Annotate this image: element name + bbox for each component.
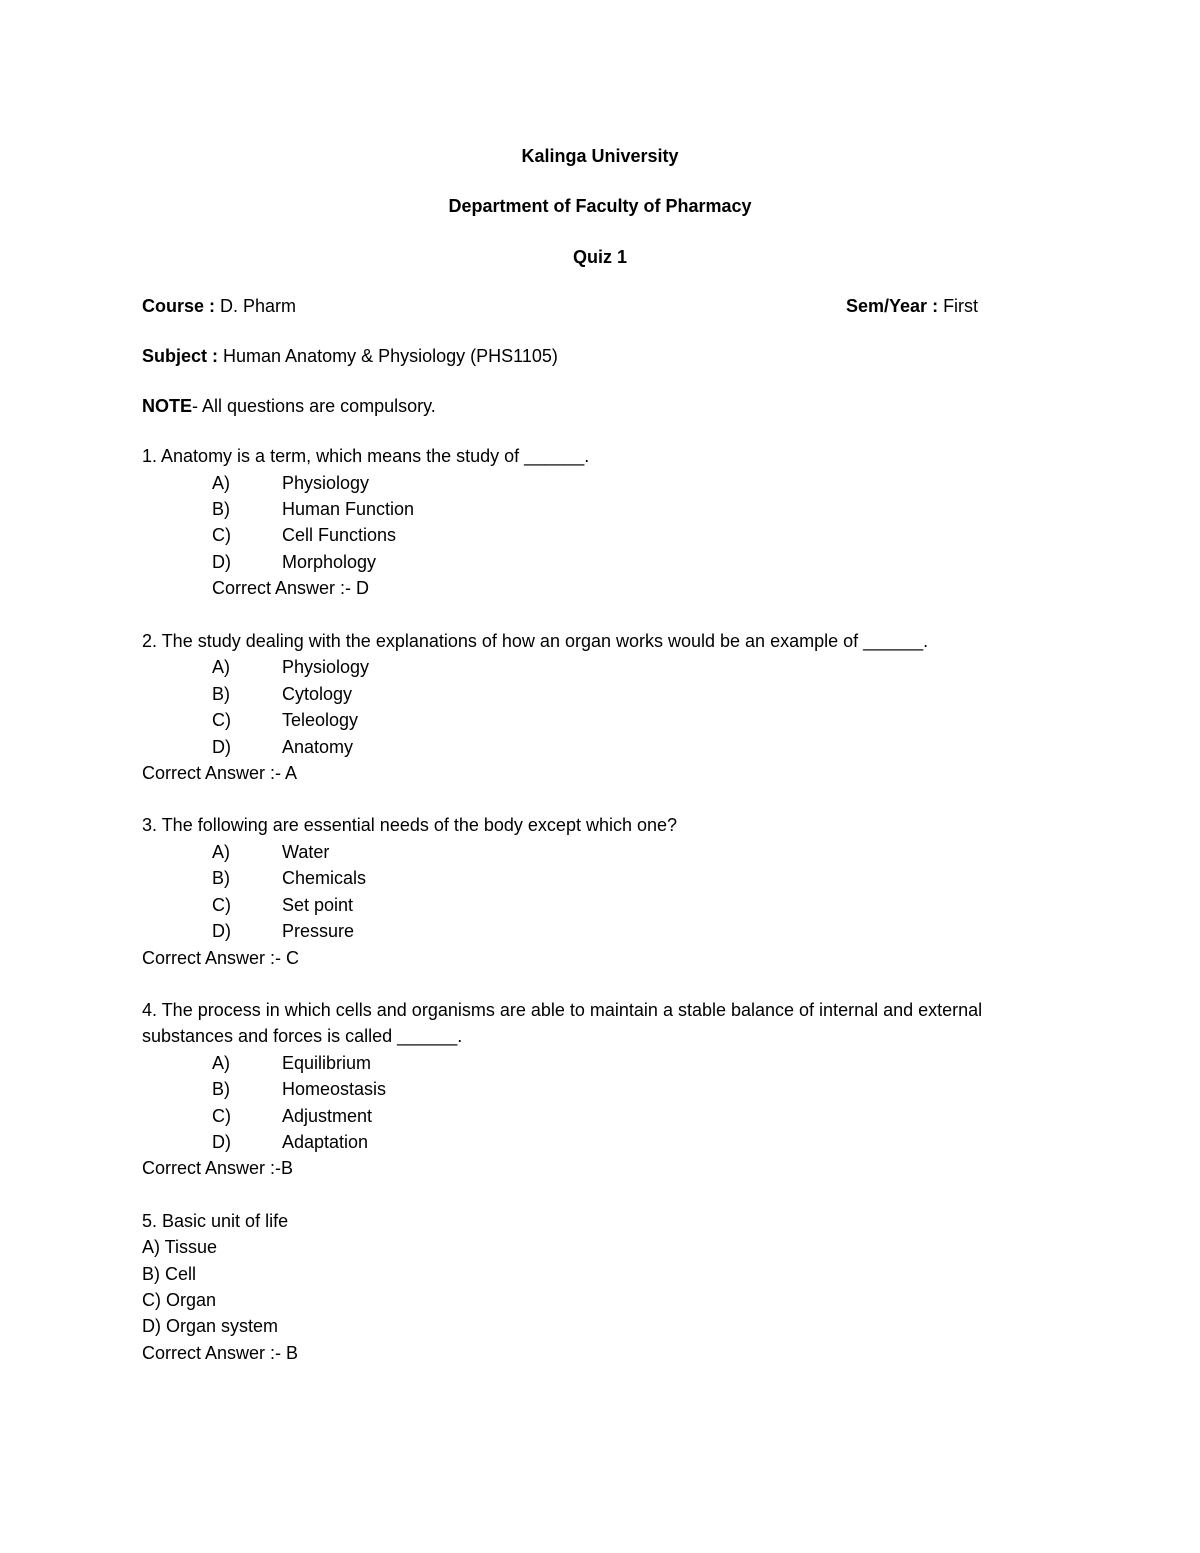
question-number: 3. (142, 815, 158, 835)
option-letter: A) (212, 473, 230, 493)
option-letter: A) (212, 842, 230, 862)
question-number: 1. (142, 446, 158, 466)
option-letter: C) (212, 525, 231, 545)
option-text: Anatomy (282, 737, 354, 757)
option-text: Set point (282, 895, 354, 915)
question-text: The study dealing with the explanations of how an organ works would be an example of ______. (157, 631, 929, 651)
option (212, 655, 369, 679)
department-title: Department of Faculty of Pharmacy (448, 196, 752, 216)
question-5 (142, 1209, 288, 1233)
sem-line (846, 294, 978, 318)
option-text: Organ system (161, 1316, 279, 1336)
option-text: Physiology (282, 473, 370, 493)
correct-answer: Correct Answer :-B (142, 1158, 294, 1178)
option-letter: C) (142, 1290, 161, 1310)
option-letter: A) (142, 1237, 160, 1257)
question-3 (142, 813, 677, 837)
option (212, 840, 329, 864)
option (212, 893, 353, 917)
option-text: Human Function (282, 499, 415, 519)
option (142, 1235, 217, 1259)
option-letter: B) (142, 1264, 160, 1284)
option-letter: B) (212, 868, 230, 888)
quiz-title: Quiz 1 (572, 247, 627, 267)
option-text: Organ (161, 1290, 217, 1310)
correct-answer: Correct Answer :- C (142, 948, 300, 968)
question-text-continued: substances and forces is called ______. (142, 1026, 463, 1046)
option-letter: D) (212, 552, 231, 572)
subject-value: Human Anatomy & Physiology (PHS1105) (218, 346, 558, 366)
sem-value: First (938, 296, 979, 316)
course-line (142, 294, 296, 318)
option (212, 497, 414, 521)
option-text: Adaptation (282, 1132, 369, 1152)
option (212, 1104, 372, 1128)
note-line (142, 394, 436, 418)
option-text: Pressure (282, 921, 355, 941)
sem-label: Sem/Year : (846, 296, 939, 316)
option-letter: D) (212, 737, 231, 757)
option (212, 866, 366, 890)
option (212, 735, 353, 759)
option-text: Water (282, 842, 330, 862)
option-letter: D) (212, 921, 231, 941)
question-2 (142, 629, 928, 653)
option-text: Tissue (160, 1237, 218, 1257)
option (212, 471, 369, 495)
correct-answer: Correct Answer :- D (212, 578, 370, 598)
option-text: Equilibrium (282, 1053, 372, 1073)
university-title: Kalinga University (521, 146, 679, 166)
option (212, 523, 396, 547)
question-text: The following are essential needs of the body except which one? (157, 815, 678, 835)
option-letter: C) (212, 710, 231, 730)
option (212, 550, 376, 574)
question-text: Basic unit of life (157, 1211, 289, 1231)
question-number: 5. (142, 1211, 158, 1231)
subject-label: Subject : (142, 346, 219, 366)
option-text: Cell (160, 1264, 197, 1284)
option-letter: D) (212, 1132, 231, 1152)
correct-answer: Correct Answer :- B (142, 1343, 299, 1363)
note-label: NOTE (142, 396, 193, 416)
option (212, 1051, 371, 1075)
question-4 (142, 998, 982, 1022)
option-text: Cell Functions (282, 525, 397, 545)
option (212, 708, 358, 732)
question-number: 4. (142, 1000, 158, 1020)
option-letter: A) (212, 1053, 230, 1073)
option-letter: C) (212, 895, 231, 915)
subject-line (142, 344, 558, 368)
option-letter: C) (212, 1106, 231, 1126)
question-number: 2. (142, 631, 158, 651)
question-1 (142, 444, 589, 468)
option-text: Morphology (282, 552, 377, 572)
question-text: The process in which cells and organisms are able to maintain a stable balance of internal and external (157, 1000, 983, 1020)
option-text: Chemicals (282, 868, 367, 888)
option (212, 1077, 386, 1101)
option-letter: B) (212, 684, 230, 704)
option-text: Teleology (282, 710, 359, 730)
correct-answer: Correct Answer :- A (142, 763, 298, 783)
option (212, 682, 352, 706)
option-text: Cytology (282, 684, 353, 704)
option (142, 1314, 278, 1338)
course-label: Course : (142, 296, 216, 316)
option (212, 1130, 368, 1154)
option (142, 1288, 216, 1312)
option-letter: B) (212, 1079, 230, 1099)
option (142, 1262, 196, 1286)
question-text: Anatomy is a term, which means the study of ______. (157, 446, 590, 466)
option-text: Physiology (282, 657, 370, 677)
course-value: D. Pharm (215, 296, 297, 316)
option-text: Homeostasis (282, 1079, 387, 1099)
option-letter: D) (142, 1316, 161, 1336)
option-letter: A) (212, 657, 230, 677)
option (212, 919, 354, 943)
option-letter: B) (212, 499, 230, 519)
option-text: Adjustment (282, 1106, 373, 1126)
note-value: - All questions are compulsory. (192, 396, 436, 416)
